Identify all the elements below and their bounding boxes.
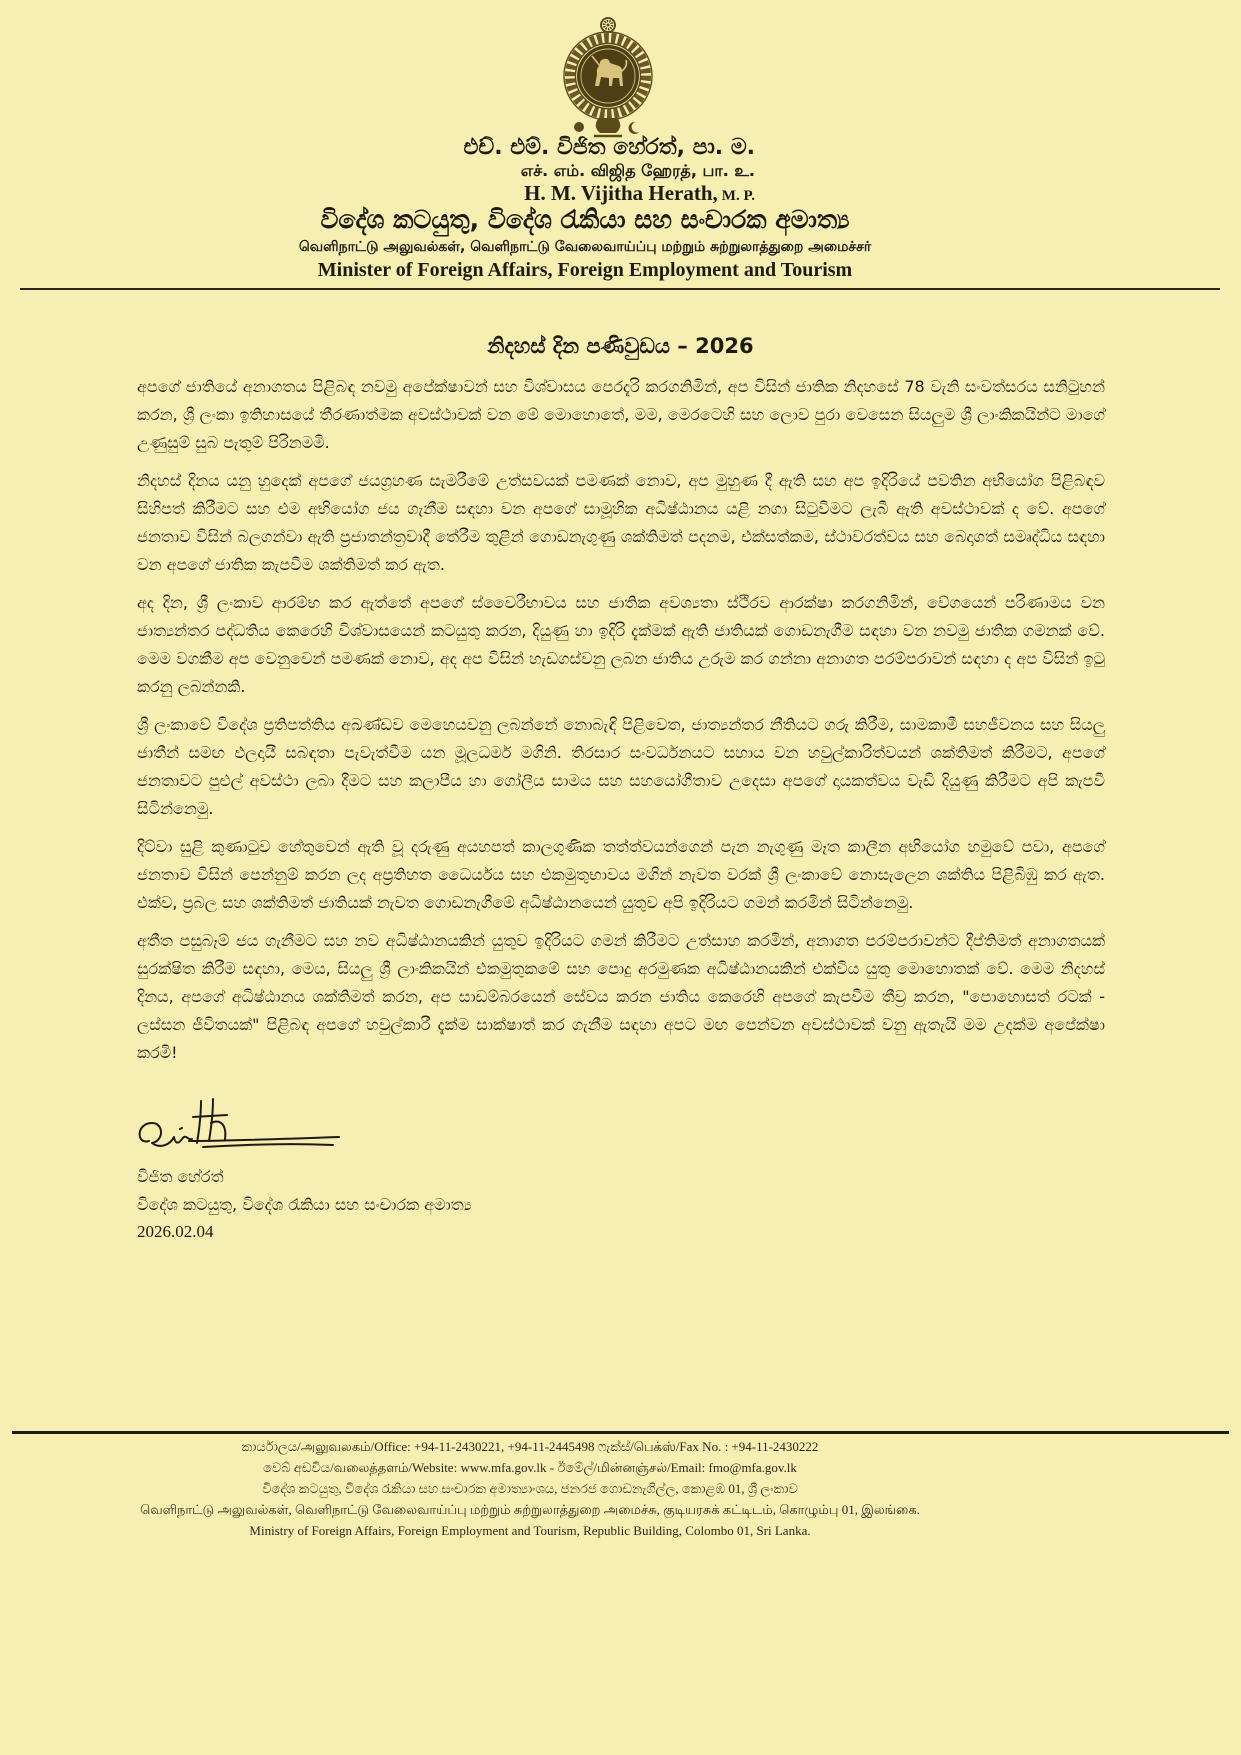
minister-title-block [140,205,1030,281]
footer-contact-web: වෙබ් අඩවිය/வலைத்தளம்/Website: www.mfa.gov.lk - ඊමේල්/மின்னஞ்சல்/Email: fmo@mfa.gov.lk [263,1460,797,1475]
letter-date: 2026.02.04 [137,1222,214,1241]
letterhead-footer [70,1436,990,1541]
header-divider [20,288,1220,290]
footer-address-sinhala: විදේශ කටයුතු, විදේශ රැකියා සහ සංචාරක අමාත්‍යාංශය, ජනරජ ගොඩනැගිල්ල, කොළඹ 01, ශ්‍රී ලංකාව [262,1481,798,1496]
body-paragraph-1: අපගේ ජාතියේ අනාගතය පිළිබඳ නවමු අපේක්ෂාවන් සහ විශ්වාසය පෙරදැරි කරගනිමින්, අප විසින් ජාතික නිදහසේ 78 වැනි සංවත්සරය සනිටුහන් කරන, ශ්‍රී ලංකා ඉතිහාසයේ තීරණාත්මක අවස්ථාවක් වන මේ මොහොතේ, මම, මෙරටෙහි සහ ලොව පුරා වෙසෙන සියලුම ශ්‍රී ලාංකිකයින්ට මාගේ උණුසුම් සුබ පැතුම් පිරිනමමි. [137,377,1105,452]
minister-title-sinhala: විදේශ කටයුතු, විදේශ රැකියා සහ සංචාරක අමාත්‍ය [320,205,850,234]
signatory-name: විජිත හේරත් [137,1167,224,1186]
body-paragraph-3: අද දින, ශ්‍රී ලංකාව ආරම්භ කර ඇත්තේ අපගේ ස්වෛරීභාවය සහ ජාතික අවශ්‍යතා ස්ථිරව ආරක්ෂා කරගනිමින්, වේගයෙන් පරිණාමය වන ජාත්‍යන්තර පද්ධතිය කෙරෙහි විශ්වාසයෙන් කටයුතු කරන, දියුණු හා ඉදිරි දැක්මක් ඇති ජාතියක් ගොඩනැගීම සඳහා වන නවමු ජාතික ගමනක් වේ. මෙම වගකීම අප වෙනුවෙන් පමණක් නොව, අද අප විසින් හැඩගස්වනු ලබන ජාතිය උරුම කර ගන්නා අනාගත පරම්පරාවන් සඳහා ද අප විසින් ඉටු කරනු ලබන්නකි. [137,593,1105,696]
minister-name-english-suffix: M. P. [721,188,755,204]
minister-title-tamil: வெளிநாட்டு அலுவல்கள், வெளிநாட்டு வேலைவாய்ப்பு மற்றும் சுற்றுலாத்துறை அமைச்சர் [298,239,872,255]
footer-address-english: Ministry of Foreign Affairs, Foreign Employment and Tourism, Republic Building, Colombo 01, Sri Lanka. [249,1523,811,1538]
footer-contact-phone: කාර්යාලය/அலுவலகம்/Office: +94-11-2430221, +94-11-2445498 ෆැක්ස්/பெக்ஸ்/Fax No. : +94-11-2430222 [241,1439,819,1454]
footer-divider [12,1431,1229,1434]
body-paragraph-5: දිට්වා සුළි කුණාටුව හේතුවෙන් ඇති වූ දරුණු අයහපත් කාලගුණික තත්ත්වයන්ගෙන් පැන නැගුණු මෑත කාලීන අභියෝග හමුවේ පවා, අපගේ ජනතාව විසින් පෙන්නුම් කරන ලද අප්‍රතිහත ධෛර්යය සහ එකමුතුභාවය මගින් නැවත වරක් ශ්‍රී ලංකාවේ නොසැලෙන ශක්තිය පිළිබිඹු කර ඇත. එක්ව, ප්‍රබල සහ ශක්තිමත් ජාතියක් නැවත ගොඩනැගීමේ අධිෂ්ඨානයෙන් යුතුව අපි ඉදිරියට ගමන් කරමින් සිටින්නෙමු. [137,837,1105,912]
minister-name-sinhala: එච්. එම්. විජිත හේරත්, පා. ම. [463,135,755,160]
minister-name-english-text: H. M. Vijitha Herath, [524,181,718,205]
body-paragraph-6: අතීත පසුබෑම් ජය ගැනීමට සහ නව අධිෂ්ඨානයකින් යුතුව ඉදිරියට ගමන් කිරීමට උත්සාහ කරමින්, අනාගත පරම්පරාවන්ට දීප්තිමත් අනාගතයක් සුරක්ෂිත කිරීම සඳහා, මෙය, සියලු ශ්‍රී ලාංකිකයින් එකමුතුකමේ සහ පොදු අරමුණක අධිෂ්ඨානයකින් එක්විය යුතු මොහොතක් වේ. මෙම නිදහස් දිනය, අපගේ අධිෂ්ඨානය ශක්තිමත් කරන, අප සාඩම්බරයෙන් සේවය කරන ජාතිය කෙරෙහි අපගේ කැපවීම තීව්‍ර කරන, "පොහොසත් රටක් - ලස්සන ජීවිතයක්" පිළිබඳ අපගේ හවුල්කාරී දැක්ම සාක්ෂාත් කර ගැනීම සඳහා අපට මඟ පෙන්වන අවස්ථාවක් වනු ඇතැයි මම උදක්ම අපේක්ෂා කරමි! [137,931,1105,1062]
minister-name-block [330,135,755,207]
sri-lanka-emblem-icon [555,16,661,138]
minister-name-tamil: எச். எம். விஜித ஹேரத், பா. உ. [520,161,755,180]
letter-title: නිදහස් දින පණිවුඩය – 2026 [487,334,754,358]
letter-body [137,373,1105,1245]
footer-address-tamil: வெளிநாட்டு அலுவல்கள், வெளிநாட்டு வேலைவாய்ப்பு மற்றும் சுற்றுலாத்துறை அமைச்சு, குடியரசுக் கட்டிடம், கொழும்பு 01, இலங்கை. [140,1502,920,1517]
body-paragraph-2: නිදහස් දිනය යනු හුදෙක් අපගේ ජයග්‍රහණ සැමරීමේ උත්සවයක් පමණක් නොව, අප මුහුණ දී ඇති සහ අප ඉදිරියේ පවතින අභියෝග පිළිබඳව සිහිපත් කිරීමට සහ එම අභියෝග ජය ගැනීම සඳහා වන අපගේ සාමූහික අධිෂ්ඨානය යළි නගා සිටුවීමට ලැබී ඇති අවස්ථාවක් ද වේ. අපගේ ජනතාව විසින් බලගන්වා ඇති ප්‍රජාතන්ත්‍රවාදී තේරීම තුළින් ගොඩනැගුණු ශක්තිමත් පදනම, එක්සත්කම, ස්ථාවරත්වය සහ බෙදාගත් සමෘද්ධිය සඳහා වන අපගේ ජාතික කැපවීම ශක්තිමත් කර ඇත. [137,471,1105,574]
signature-icon [133,1097,343,1163]
body-paragraph-4: ශ්‍රී ලංකාවේ විදේශ ප්‍රතිපත්තිය අඛණ්ඩව මෙහෙයවනු ලබන්නේ නොබැඳි පිළිවෙත, ජාත්‍යන්තර නීතියට ගරු කිරීම, සාමකාමී සහජීවනය සහ සියලු ජාතීන් සමඟ ඵලදායී සබඳතා පැවැත්වීම යන මූලධර්ම මගිනි. තිරසාර සංවර්ධනයට සහාය වන හවුල්කාරිත්වයන් ශක්තිමත් කිරීමට, අපගේ ජනතාවට පුළුල් අවස්ථා ලබා දීමට සහ කලාපීය හා ගෝලීය සාමය සහ සහයෝගීතාව උදෙසා අපගේ දායකත්වය වැඩි දියුණු කිරීමට අපි කැපවී සිටින්නෙමු. [137,715,1105,818]
minister-name-english [330,182,755,207]
signatory-title: විදේශ කටයුතු, විදේශ රැකියා සහ සංචාරක අමාත්‍ය [137,1195,472,1214]
minister-title-english: Minister of Foreign Affairs, Foreign Employment and Tourism [317,259,853,281]
